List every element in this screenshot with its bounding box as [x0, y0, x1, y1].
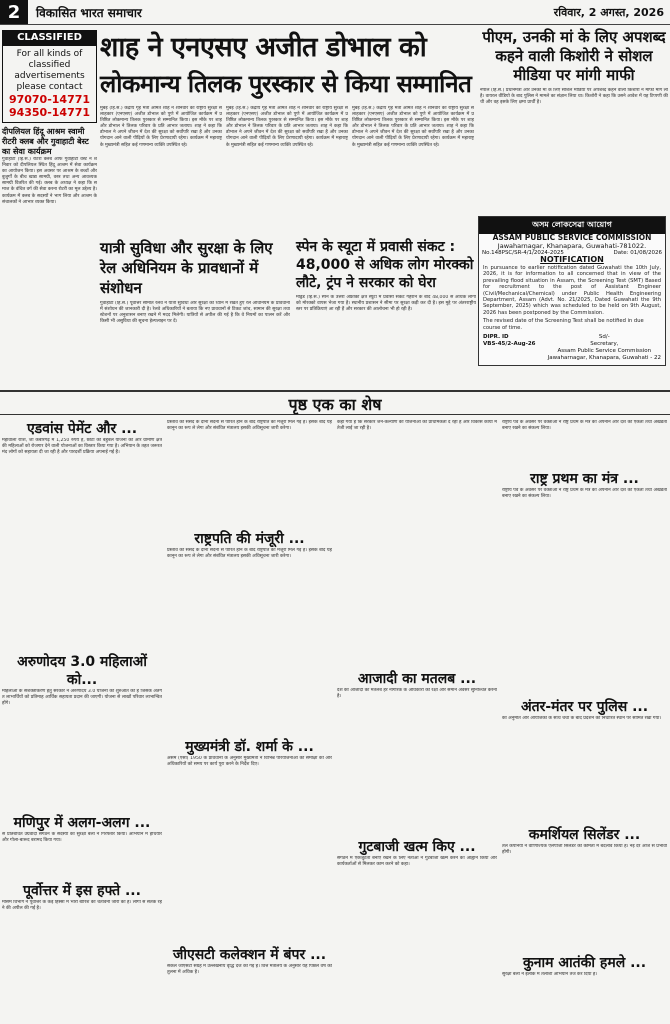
c1-body-2: महिलाओं के सशक्तीकरण हेतु सरकार ने अरुणोदय 3.0 योजना की शुरुआत की है जिसके अंतर्गत लाभार्थियों को प्रतिमाह आर्थिक सहायता प्रदान की जाएगी। योजना से लाखों परिवार लाभान्वित होंगे। [2, 689, 162, 707]
rail-story-body: गुवाहाटी (हि.स.) पूर्वोत्तर सीमांत रेलवे ने यात्री सुविधा और सुरक्षा को ध्यान में रखते हुए रेल अधिनियम के प्रावधानों में संशोधन की जानकारी दी है। रेलवे अधिकारियों ने बताया कि नए प्रावधानों से टिकट जांच, सामान की सुरक्षा तथा स्टेशनों पर अनुशासन बनाए रखने में मदद मिलेगी। यात्रियों से अपील की गई है कि वे नियमों का पालन करें और किसी भी असुविधा की सूचना हेल्पलाइन पर दें। [100, 301, 290, 325]
notice-ref: No.148PSC/SR-4/1/2024-2025 [482, 250, 564, 256]
masthead [0, 0, 670, 25]
continued-col-4 [502, 420, 667, 1012]
c3-headline-2: गुटबाजी खत्म किए ... [358, 839, 476, 855]
main-story-body-col-1: मुंबई (हि.स.) केंद्रीय गृह मंत्री अमित शाह ने शनिवार को राष्ट्रीय सुरक्षा सलाहकार (एनएसए) अजीत डोभाल को पुणे में आयोजित कार्यक्रम में प्रतिष्ठित लोकमान्य तिलक पुरस्कार से सम्मानित किया। इस मौके पर शाह और डोभाल ने तिलक परिवार के प्रति आभार जताया। शाह ने कहा कि डोभाल ने अपने जीवन में देश की सुरक्षा को सर्वोपरि रखा है और उनका योगदान आने वाली पीढ़ियों के लिए प्रेरणादायी रहेगा। कार्यक्रम में महाराष्ट्र के मुख्यमंत्री सहित कई गणमान्य व्यक्ति उपस्थित रहे। [100, 106, 222, 148]
c4-body: राष्ट्रीय पर्व के अवसर पर वक्ताओं ने राष्ट्र प्रथम के मंत्र को अपनाने और देश की एकता तथा अखंडता बनाए रखने का संकल्प लिया। [502, 488, 667, 500]
notice-sign-title: Secretary, [590, 341, 619, 348]
c1-body: महावाला राशि, जो कबीरगढ़ में 1,250 रुपये है, छोटी की बहुबल योजना को और ग्रामीण क्षेत्र की महिलाओं को रोजगार देने वाली योजनाओं का विस्तार किया गया है। अभियान के तहत जरूरतमंद लोगों को सहायता दी जा रही है और पारदर्शी प्रक्रिया अपनाई गई है। [2, 438, 162, 456]
section-title: पृष्ठ एक का शेष [288, 395, 382, 414]
notice-date: Date: 01/08/2026 [613, 250, 662, 256]
c1-headline: एडवांस पेमेंट और ... [26, 421, 138, 437]
c2-body: प्रस्ताव को संसद के दोनों सदनों से पारित होने के बाद राष्ट्रपति की मंजूरी मिल गई है। इसके बाद यह कानून का रूप ले लेगा और संबंधित मंत्रालय इसकी अधिसूचना जारी करेगा। [167, 548, 332, 560]
main-story-body-col-2: मुंबई (हि.स.) केंद्रीय गृह मंत्री अमित शाह ने शनिवार को राष्ट्रीय सुरक्षा सलाहकार (एनएसए) अजीत डोभाल को पुणे में आयोजित कार्यक्रम में प्रतिष्ठित लोकमान्य तिलक पुरस्कार से सम्मानित किया। इस मौके पर शाह और डोभाल ने तिलक परिवार के प्रति आभार जताया। शाह ने कहा कि डोभाल ने अपने जीवन में देश की सुरक्षा को सर्वोपरि रखा है और उनका योगदान आने वाली पीढ़ियों के लिए प्रेरणादायी रहेगा। कार्यक्रम में महाराष्ट्र के मुख्यमंत्री सहित कई गणमान्य व्यक्ति उपस्थित रहे। [226, 106, 348, 148]
notice-body: In pursuance to earlier notification dated Guwahati the 10th July, 2026, it is for information to all concerned that in view of the prevailing flood situation in Assam, the Screening Test (SMT) Based for recruitment to the post of Assistant Engineer (Civil/Mechanical/Chemical) under Public Health Engineering Department, Assam (Advt. No. 21/2025, Dated Guwahati the 9th September, 2025) which was scheduled to be held on 9th August, 2026 has been postponed by the Commission. [483, 265, 661, 316]
rail-story-headline: यात्री सुविधा और सुरक्षा के लिए रेल अधिनियम के प्रावधानों में संशोधन [100, 239, 273, 297]
continued-col-2 [167, 420, 332, 994]
pm-apology-body: नेपाल (हि.स.) प्रधानमंत्री और उनकी मां के लिए सोशल मीडिया पर अपशब्द कहने वाली किशोरी ने माफी मांग ली है। वायरल वीडियो के बाद पुलिस ने मामले का संज्ञान लिया था। किशोरी ने कहा कि उसने आवेश में यह टिप्पणी की थी और वह इसके लिए क्षमा प्रार्थी है। [480, 88, 668, 106]
notice-body-2: The revised date of the Screening Test shall be notified in due course of time. [483, 318, 644, 331]
classified-title: CLASSIFIED [2, 30, 97, 45]
notice-dipr: DIPR. ID [483, 334, 509, 341]
continued-col-1 [2, 420, 162, 960]
continued-col-3 [337, 420, 497, 1006]
pm-apology-headline: पीएम, उनकी मां के लिए अपशब्द कहने वाली किशोरी ने सोशल मीडिया पर मांगी माफी [482, 28, 666, 84]
c2-headline-3: जीएसटी कलेक्शन में बंपर ... [172, 947, 327, 963]
section-divider-bottom [0, 414, 670, 415]
section-divider-top [0, 390, 670, 392]
c3-body: कहा गया है कि सरकार जन-कल्याण की योजनाओं को प्राथमिकता दे रही है और विकास कार्यों में तेजी लाई जा रही है। [337, 420, 497, 432]
notice-sign-org: Assam Public Service Commission [557, 348, 652, 355]
c1-headline-3: मणिपुर में अलग-अलग ... [13, 815, 151, 831]
notice-org: ASSAM PUBLIC SERVICE COMMISSION [492, 233, 652, 242]
classified-phone-1: 97070-14771 [8, 93, 91, 106]
main-headline-line-1: शाह ने एनएसए अजीत डोभाल को [100, 32, 427, 63]
c1-headline-2: अरुणोदय 3.0 महिलाओं को... [17, 654, 147, 688]
c1-body-3: से प्रतिबंधित उग्रवादी संगठन के सदस्यों को सुरक्षा बलों ने गिरफ्तार किया। अभियान में हथियार और गोला-बारूद बरामद किया गया। [2, 832, 162, 844]
c4-headline-3: कमर्शियल सिलेंडर ... [528, 827, 641, 843]
c3-body-2: देश की आजादी का मतलब हर नागरिक के अधिकारों की रक्षा और समान अवसर सुनिश्चित करना है। [337, 688, 497, 700]
left-story-body: गुवाहाटी (हि.स.) रोटरी क्लब ऑफ गुवाहाटी वेस्ट ने शनिवार को दीपलियल स्थित हिंदू आश्रम में सेवा कार्यक्रम का आयोजन किया। इस अवसर पर आश्रम के बच्चों और बुजुर्गों के बीच खाद्य सामग्री, वस्त्र तथा अन्य आवश्यक सामग्री वितरित की गई। क्लब के अध्यक्ष ने कहा कि समाज के वंचित वर्ग की सेवा करना रोटरी का मूल उद्देश्य है। कार्यक्रम में क्लब के सदस्यों ने भाग लिया और आश्रम के संचालकों ने आभार व्यक्त किया। [2, 157, 97, 205]
c2-body-2: असम (ऐसा) 1950 के प्रावधानों के अनुसार मुख्यमंत्री ने विभिन्न परियोजनाओं की समीक्षा की और अधिकारियों को समय पर कार्य पूरा करने के निर्देश दिए। [167, 756, 332, 768]
c4-headline-2: अंतर-मंतर पर पुलिस ... [520, 699, 649, 715]
c4-body-2: की अनुमति और आयोजकों के साथ चर्चा के बाद प्रदर्शन को निर्धारित स्थान पर सीमित रखा गया। [502, 716, 662, 721]
classified-phone-2: 94350-14771 [8, 106, 91, 119]
c2-body-top: प्रस्ताव को संसद के दोनों सदनों से पारित होने के बाद राष्ट्रपति की मंजूरी मिल गई है। इसके बाद यह कानून का रूप ले लेगा और संबंधित मंत्रालय इसकी अधिसूचना जारी करेगा। [167, 420, 332, 432]
spain-story [296, 238, 476, 387]
c2-headline-2: मुख्यमंत्री डॉ. शर्मा के ... [185, 739, 314, 755]
c4-body-top: राष्ट्रीय पर्व के अवसर पर वक्ताओं ने राष्ट्र प्रथम के मंत्र को अपनाने और देश की एकता तथा अखंडता बनाए रखने का संकल्प लिया। [502, 420, 667, 432]
c4-headline-4: कुनाम आतंकी हमले ... [522, 955, 647, 971]
c4-body-3: तेल कंपनियों ने वाणिज्यिक एलपीजी सिलेंडर की कीमतों में बदलाव किया है। नई दरें आज से प्रभावी होंगी। [502, 844, 667, 856]
classified-body [2, 45, 97, 123]
c1-body-4: मौसम विभाग ने पूर्वोत्तर के कई हिस्सों में भारी बारिश की चेतावनी जारी की है। लोगों से सतर्क रहने की अपील की गई है। [2, 900, 162, 912]
c3-headline: आजादी का मतलब ... [357, 671, 477, 687]
dateline: रविवार, 2 अगस्त, 2026 [553, 6, 664, 19]
left-story-headline: दीपलियल हिंदू आश्रम स्वामी रीटरी क्लब और गुवाहाटी बेस्ट का सेवा कार्यक्रम [2, 127, 89, 156]
rail-story [100, 238, 290, 411]
spain-story-body: मैड्रिड (हि.स.) स्पेन के उत्तरी अफ्रीकी क्षेत्र स्यूटा में प्रवासी संकट गहराने के बाद 48,000 से अधिक लोगों को मोरक्को वापस भेजा गया है। स्थानीय प्रशासन ने सीमा पर सुरक्षा कड़ी कर दी है। इस मुद्दे पर अंतरराष्ट्रीय स्तर पर प्रतिक्रियाएं आ रही हैं और सरकार की आलोचना भी हो रही है। [296, 295, 476, 313]
main-story-body-col-3: मुंबई (हि.स.) केंद्रीय गृह मंत्री अमित शाह ने शनिवार को राष्ट्रीय सुरक्षा सलाहकार (एनएसए) अजीत डोभाल को पुणे में आयोजित कार्यक्रम में प्रतिष्ठित लोकमान्य तिलक पुरस्कार से सम्मानित किया। इस मौके पर शाह और डोभाल ने तिलक परिवार के प्रति आभार जताया। शाह ने कहा कि डोभाल ने अपने जीवन में देश की सुरक्षा को सर्वोपरि रखा है और उनका योगदान आने वाली पीढ़ियों के लिए प्रेरणादायी रहेगा। कार्यक्रम में महाराष्ट्र के मुख्यमंत्री सहित कई गणमान्य व्यक्ति उपस्थित रहे। [352, 106, 474, 148]
c1-headline-4: पूर्वोत्तर में इस हफ्ते ... [23, 883, 141, 899]
page-number: 2 [0, 0, 28, 24]
classified-box [2, 30, 97, 407]
classified-text: For all kinds of classified advertisements please contact [14, 49, 85, 92]
c3-body-3: संगठन में एकजुटता बनाए रखने के लिए नेताओं ने गुटबाजी खत्म करने का आह्वान किया और कार्यकर्ताओं से मिलकर काम करने को कहा। [337, 856, 497, 868]
c4-body-4: सुरक्षा बलों ने इलाके में तलाशी अभियान तेज कर दिया है। [502, 972, 598, 977]
notice-address: Jawaharnagar, Khanapara, Guwahati-781022. [497, 242, 647, 250]
c2-body-3: सकल जीएसटी संग्रह में उल्लेखनीय वृद्धि दर्ज की गई है। वित्त मंत्रालय के अनुसार यह पिछले वर्ष की तुलना में अधिक है। [167, 964, 332, 976]
notice-title: NOTIFICATION [540, 255, 604, 264]
notice-sign-addr: Jawaharnagar, Khanapara, Guwahati - 22 [547, 355, 661, 362]
notice-sign-sd: Sd/- [598, 334, 610, 341]
notice-dipr-no: VBS-45/2-Aug-26 [483, 341, 536, 348]
c4-headline: राष्ट्र प्रथम का मंत्र ... [530, 471, 639, 487]
main-story [100, 30, 475, 236]
paper-name: विकासित भारत समाचार [36, 5, 142, 20]
c2-headline: राष्ट्रपति की मंजूरी ... [194, 531, 305, 547]
main-headline-line-2: लोकमान्य तिलक पुरस्कार से किया सम्मानित [100, 69, 472, 98]
apsc-notice [478, 216, 666, 366]
spain-story-headline: स्पेन के स्यूटा में प्रवासी संकट : 48,000 से अधिक लोग मोरक्को लौटे, ट्रंप ने सरकार को घेरा [296, 239, 474, 291]
pm-apology-story [480, 28, 668, 196]
notice-org-local: অসম লোকসেৱা আয়োগ [479, 217, 665, 234]
